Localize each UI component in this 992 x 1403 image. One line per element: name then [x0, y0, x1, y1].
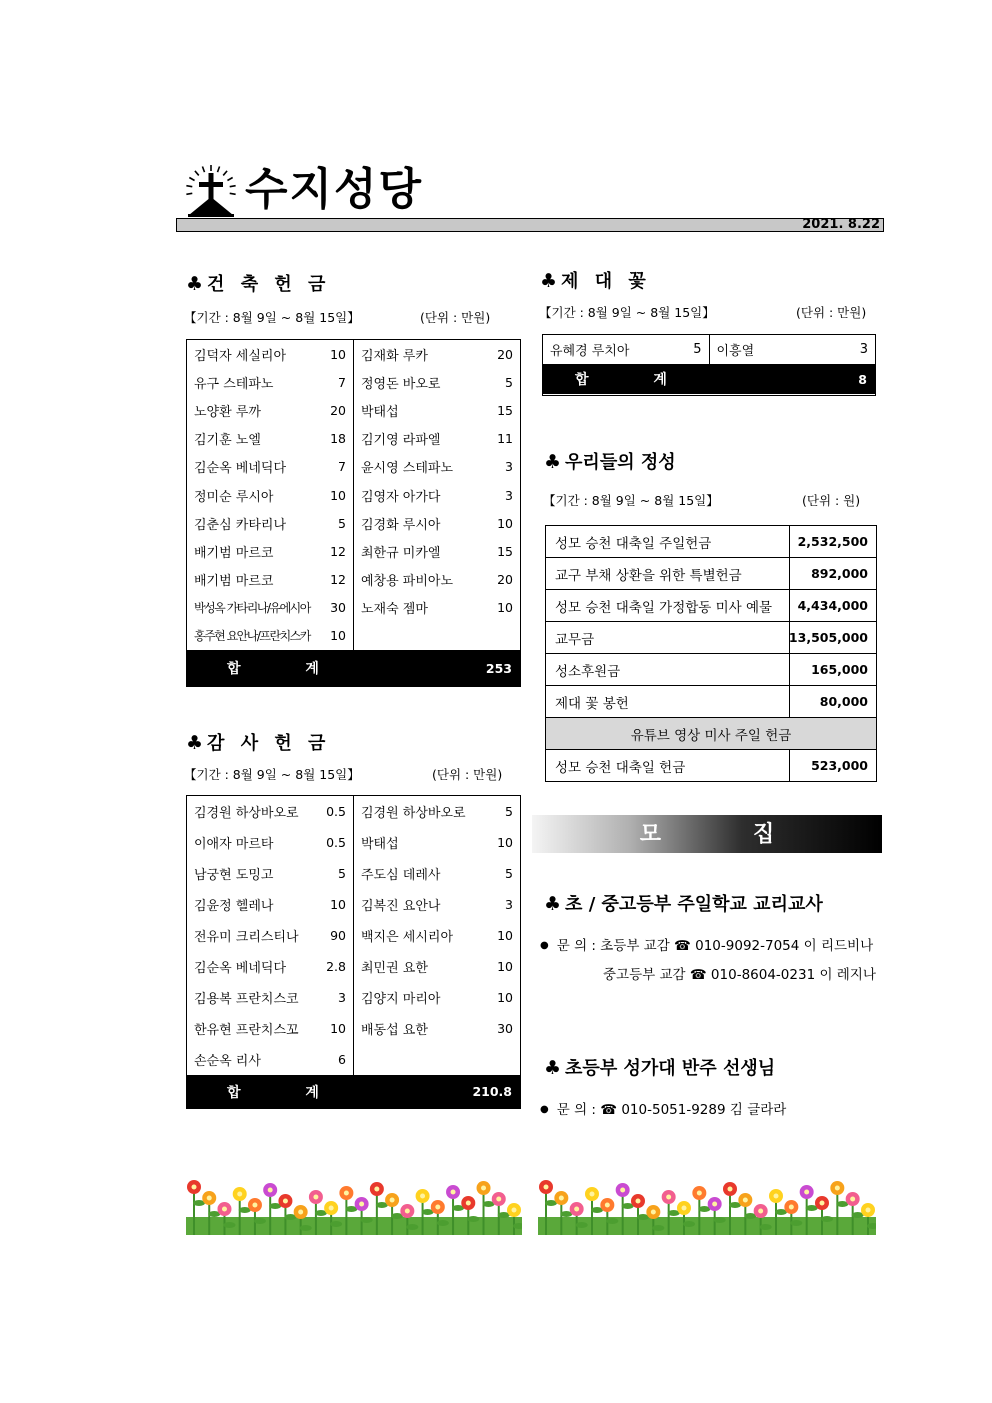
thanks-offering-period: 【기간 : 8월 9일 ~ 8월 15일】 — [184, 767, 360, 782]
building-fund-unit: (단위 : 만원) — [420, 310, 491, 325]
table-row — [354, 340, 520, 368]
row-value: 80,000 — [789, 686, 876, 717]
donor-name: 예창용 파비아노 — [361, 574, 454, 590]
row-value: 165,000 — [789, 654, 876, 685]
donor-name: 김경화 루시아 — [361, 517, 441, 533]
total-label: 합 계 — [227, 1084, 349, 1101]
donor-amount: 10 — [330, 628, 346, 644]
table-row — [354, 481, 520, 509]
youtube-header-row — [546, 717, 876, 749]
row-label: 성모 승천 대축일 주일헌금 — [555, 535, 712, 552]
thanks-offering-unit: (단위 : 만원) — [432, 767, 503, 782]
club-icon: ♣ — [186, 732, 204, 754]
row-value: 892,000 — [789, 558, 876, 589]
thanks-offering-table — [186, 795, 521, 1109]
table-row — [546, 749, 876, 781]
donor-name: 김순옥 베네딕다 — [194, 461, 287, 477]
donor-name: 박태섭 — [361, 404, 399, 420]
donor-amount: 18 — [330, 431, 346, 447]
donor-name: 백지은 세시리아 — [361, 930, 454, 945]
table-row — [187, 340, 353, 368]
flower-strip-icon — [538, 1173, 876, 1235]
donor-name: 김영자 아가다 — [361, 489, 441, 505]
flower-strip-icon — [186, 1173, 522, 1235]
table-row — [546, 653, 876, 685]
table-row — [187, 827, 353, 858]
youtube-header: 유튜브 영상 미사 주일 헌금 — [546, 718, 876, 749]
row-label: 성모 승천 대축일 헌금 — [555, 759, 686, 776]
table-row — [187, 425, 353, 453]
accompanist-title: ♣ 초등부 성가대 반주 선생님 — [544, 1057, 776, 1079]
table-row — [187, 889, 353, 920]
table-row — [546, 557, 876, 589]
donor-name: 김재화 루카 — [361, 348, 428, 364]
row-label: 교구 부채 상환을 위한 특별헌금 — [555, 567, 742, 584]
devotion-table — [545, 525, 877, 782]
donor-name: 노양환 루까 — [194, 404, 261, 420]
donor-amount: 3 — [505, 487, 513, 503]
donor-amount: 11 — [497, 431, 513, 447]
building-fund-total — [187, 650, 520, 686]
table-row — [354, 1013, 520, 1044]
table-row — [546, 685, 876, 717]
table-row — [546, 621, 876, 653]
building-fund-right-column — [353, 340, 520, 650]
donor-amount: 15 — [497, 543, 513, 559]
row-value: 4,434,000 — [789, 590, 876, 621]
club-icon: ♣ — [540, 270, 558, 292]
devotion-unit: (단위 : 원) — [802, 493, 861, 508]
donor-amount: 5 — [505, 866, 513, 881]
teachers-contact-2: 중고등부 교감 ☎ 010-8604-0231 이 레지나 — [603, 967, 876, 983]
building-fund-left-column — [187, 340, 353, 650]
donor-amount: 10 — [497, 515, 513, 531]
donor-amount: 10 — [497, 959, 513, 974]
row-label: 교무금 — [555, 631, 595, 648]
table-row — [354, 889, 520, 920]
devotion-period: 【기간 : 8월 9일 ~ 8월 15일】 — [543, 493, 719, 508]
donor-amount: 5 — [338, 866, 346, 881]
table-row — [187, 796, 353, 827]
total-value: 210.8 — [472, 1084, 512, 1099]
donor-amount: 5 — [505, 804, 513, 819]
table-row — [354, 1044, 520, 1075]
table-row — [187, 951, 353, 982]
table-row — [187, 509, 353, 537]
donor-name: 유혜경 루치아 — [550, 344, 630, 359]
donor-amount: 3 — [505, 459, 513, 475]
header-rule — [176, 218, 884, 232]
club-icon: ♣ — [544, 1057, 562, 1079]
table-row — [187, 920, 353, 951]
table-row — [354, 566, 520, 594]
bulletin-date: 2021. 8.22 — [802, 217, 880, 232]
donor-amount: 10 — [330, 1021, 346, 1036]
donor-amount: 6 — [338, 1052, 346, 1067]
thanks-offering-total — [187, 1075, 520, 1108]
donor-name: 김덕자 세실리아 — [194, 348, 287, 364]
donor-name: 배기범 마르코 — [194, 574, 274, 590]
table-row — [187, 858, 353, 889]
donor-name: 김경원 하상바오로 — [361, 806, 466, 821]
donor-amount: 7 — [338, 459, 346, 475]
accompanist-contact: ● 문 의 : ☎ 010-5051-9289 김 글라라 — [540, 1102, 787, 1118]
bullet-icon: ● — [540, 940, 549, 951]
donor-amount: 10 — [497, 928, 513, 943]
teachers-title: ♣ 초 / 중고등부 주일학교 교리교사 — [544, 893, 823, 915]
table-row — [354, 920, 520, 951]
donor-name: 이흥열 — [716, 344, 755, 359]
church-name: 수지성당 — [245, 164, 424, 215]
donor-name: 김윤정 헬레나 — [194, 899, 274, 914]
donor-name: 박태섭 — [361, 837, 399, 852]
table-row — [546, 526, 876, 557]
donor-name: 주도심 데레사 — [361, 868, 441, 883]
donor-amount: 5 — [505, 374, 513, 390]
table-row — [546, 589, 876, 621]
donor-name: 전유미 크리스티나 — [194, 930, 299, 945]
donor-name: 한유현 프란치스꼬 — [194, 1023, 299, 1038]
donor-name: 손순옥 리사 — [194, 1054, 261, 1069]
flower-entry — [543, 335, 709, 364]
row-label: 성소후원금 — [555, 663, 621, 680]
donor-name: 김양지 마리아 — [361, 992, 441, 1007]
table-row — [187, 1044, 353, 1075]
devotion-title: ♣ 우리들의 정성 — [544, 451, 676, 473]
donor-amount: 15 — [497, 402, 513, 418]
donor-amount: 10 — [497, 835, 513, 850]
thanks-offering-title: ♣ 감 사 헌 금 — [186, 732, 331, 754]
table-row — [354, 368, 520, 396]
table-row — [354, 509, 520, 537]
table-row — [354, 796, 520, 827]
bullet-icon: ● — [540, 1104, 549, 1115]
donor-amount: 5 — [338, 515, 346, 531]
donor-name: 김복진 요안나 — [361, 899, 441, 914]
donor-amount: 10 — [330, 346, 346, 362]
table-row — [187, 537, 353, 565]
table-row — [187, 982, 353, 1013]
donor-name: 유구 스테파노 — [194, 376, 274, 392]
total-label: 합 계 — [227, 661, 349, 678]
donor-amount: 0.5 — [326, 804, 346, 819]
donor-name: 김춘심 카타리나 — [194, 517, 287, 533]
donor-name: 최한규 미카엘 — [361, 545, 441, 561]
table-row — [354, 827, 520, 858]
table-row — [187, 1013, 353, 1044]
donor-amount: 20 — [497, 346, 513, 362]
altar-flowers-total — [543, 364, 875, 394]
donor-name: 김기영 라파엘 — [361, 433, 441, 449]
donor-name: 홍주현 요안나/프란치스카 — [194, 629, 310, 644]
donor-name: 정미순 루시아 — [194, 489, 274, 505]
donor-amount: 10 — [497, 990, 513, 1005]
table-row — [354, 396, 520, 424]
table-row — [187, 622, 353, 650]
donor-amount: 12 — [330, 572, 346, 588]
teachers-contact-1: ● 문 의 : 초등부 교감 ☎ 010-9092-7054 이 리드비나 — [540, 938, 874, 954]
donor-amount: 90 — [330, 928, 346, 943]
table-row — [354, 537, 520, 565]
donor-name: 배기범 마르코 — [194, 545, 274, 561]
altar-flowers-title: ♣ 제 대 꽃 — [540, 270, 651, 292]
donor-amount: 30 — [497, 1021, 513, 1036]
donor-amount: 7 — [338, 374, 346, 390]
club-icon: ♣ — [186, 273, 204, 295]
table-row — [354, 594, 520, 622]
donor-amount: 2.8 — [326, 959, 346, 974]
flower-entry — [709, 335, 876, 364]
row-value: 523,000 — [789, 750, 876, 781]
row-value: 13,505,000 — [789, 622, 876, 653]
donor-amount: 12 — [330, 543, 346, 559]
donor-amount: 10 — [330, 897, 346, 912]
club-icon: ♣ — [544, 893, 562, 915]
row-label: 제대 꽃 봉헌 — [555, 695, 629, 712]
table-row — [187, 368, 353, 396]
donor-amount: 0.5 — [326, 835, 346, 850]
building-fund-period: 【기간 : 8월 9일 ~ 8월 15일】 — [184, 310, 360, 325]
donor-amount: 5 — [693, 342, 702, 357]
table-row — [354, 951, 520, 982]
altar-flowers-period: 【기간 : 8월 9일 ~ 8월 15일】 — [539, 305, 715, 320]
donor-name: 노재숙 젬마 — [361, 602, 428, 618]
building-fund-title: ♣ 건 축 헌 금 — [186, 273, 331, 295]
donor-amount: 10 — [330, 487, 346, 503]
total-label: 합 계 — [575, 372, 697, 388]
donor-name: 최민권 요한 — [361, 961, 428, 976]
table-row — [187, 453, 353, 481]
building-fund-table — [186, 339, 521, 687]
donor-name: 김순옥 베네딕다 — [194, 961, 287, 976]
table-row — [354, 622, 520, 650]
donor-amount: 3 — [338, 990, 346, 1005]
table-row — [354, 425, 520, 453]
table-row — [354, 453, 520, 481]
donor-amount: 20 — [330, 402, 346, 418]
total-value: 8 — [858, 371, 867, 387]
donor-name: 남궁현 도밍고 — [194, 868, 274, 883]
row-label: 성모 승천 대축일 가정합동 미사 예물 — [555, 599, 773, 616]
altar-flowers-table — [542, 334, 876, 396]
donor-name: 배동섭 요한 — [361, 1023, 428, 1038]
church-cross-logo-icon — [186, 163, 236, 217]
donor-name: 김용복 프란치스코 — [194, 992, 299, 1007]
club-icon: ♣ — [544, 451, 562, 473]
table-row — [187, 594, 353, 622]
donor-amount: 10 — [497, 600, 513, 616]
thanks-offering-left-column — [187, 796, 353, 1075]
donor-name: 박성옥 가타리나/유에시아 — [194, 601, 310, 616]
donor-name: 김경원 하상바오로 — [194, 806, 299, 821]
table-row — [187, 566, 353, 594]
donor-amount: 20 — [497, 572, 513, 588]
donor-amount: 3 — [859, 342, 868, 357]
table-row — [354, 982, 520, 1013]
donor-name: 이애자 마르타 — [194, 837, 274, 852]
table-row — [354, 858, 520, 889]
donor-name: 윤시영 스테파노 — [361, 461, 454, 477]
total-value: 253 — [485, 660, 512, 676]
thanks-offering-right-column — [353, 796, 520, 1075]
altar-flowers-unit: (단위 : 만원) — [796, 305, 867, 320]
row-value: 2,532,500 — [789, 526, 876, 557]
donor-name: 정영돈 바오로 — [361, 376, 441, 392]
table-row — [187, 396, 353, 424]
donor-amount: 30 — [330, 600, 346, 616]
donor-amount: 3 — [505, 897, 513, 912]
donor-name: 김기훈 노엘 — [194, 433, 261, 449]
table-row — [187, 481, 353, 509]
recruitment-banner-title: 모집 — [639, 822, 867, 847]
